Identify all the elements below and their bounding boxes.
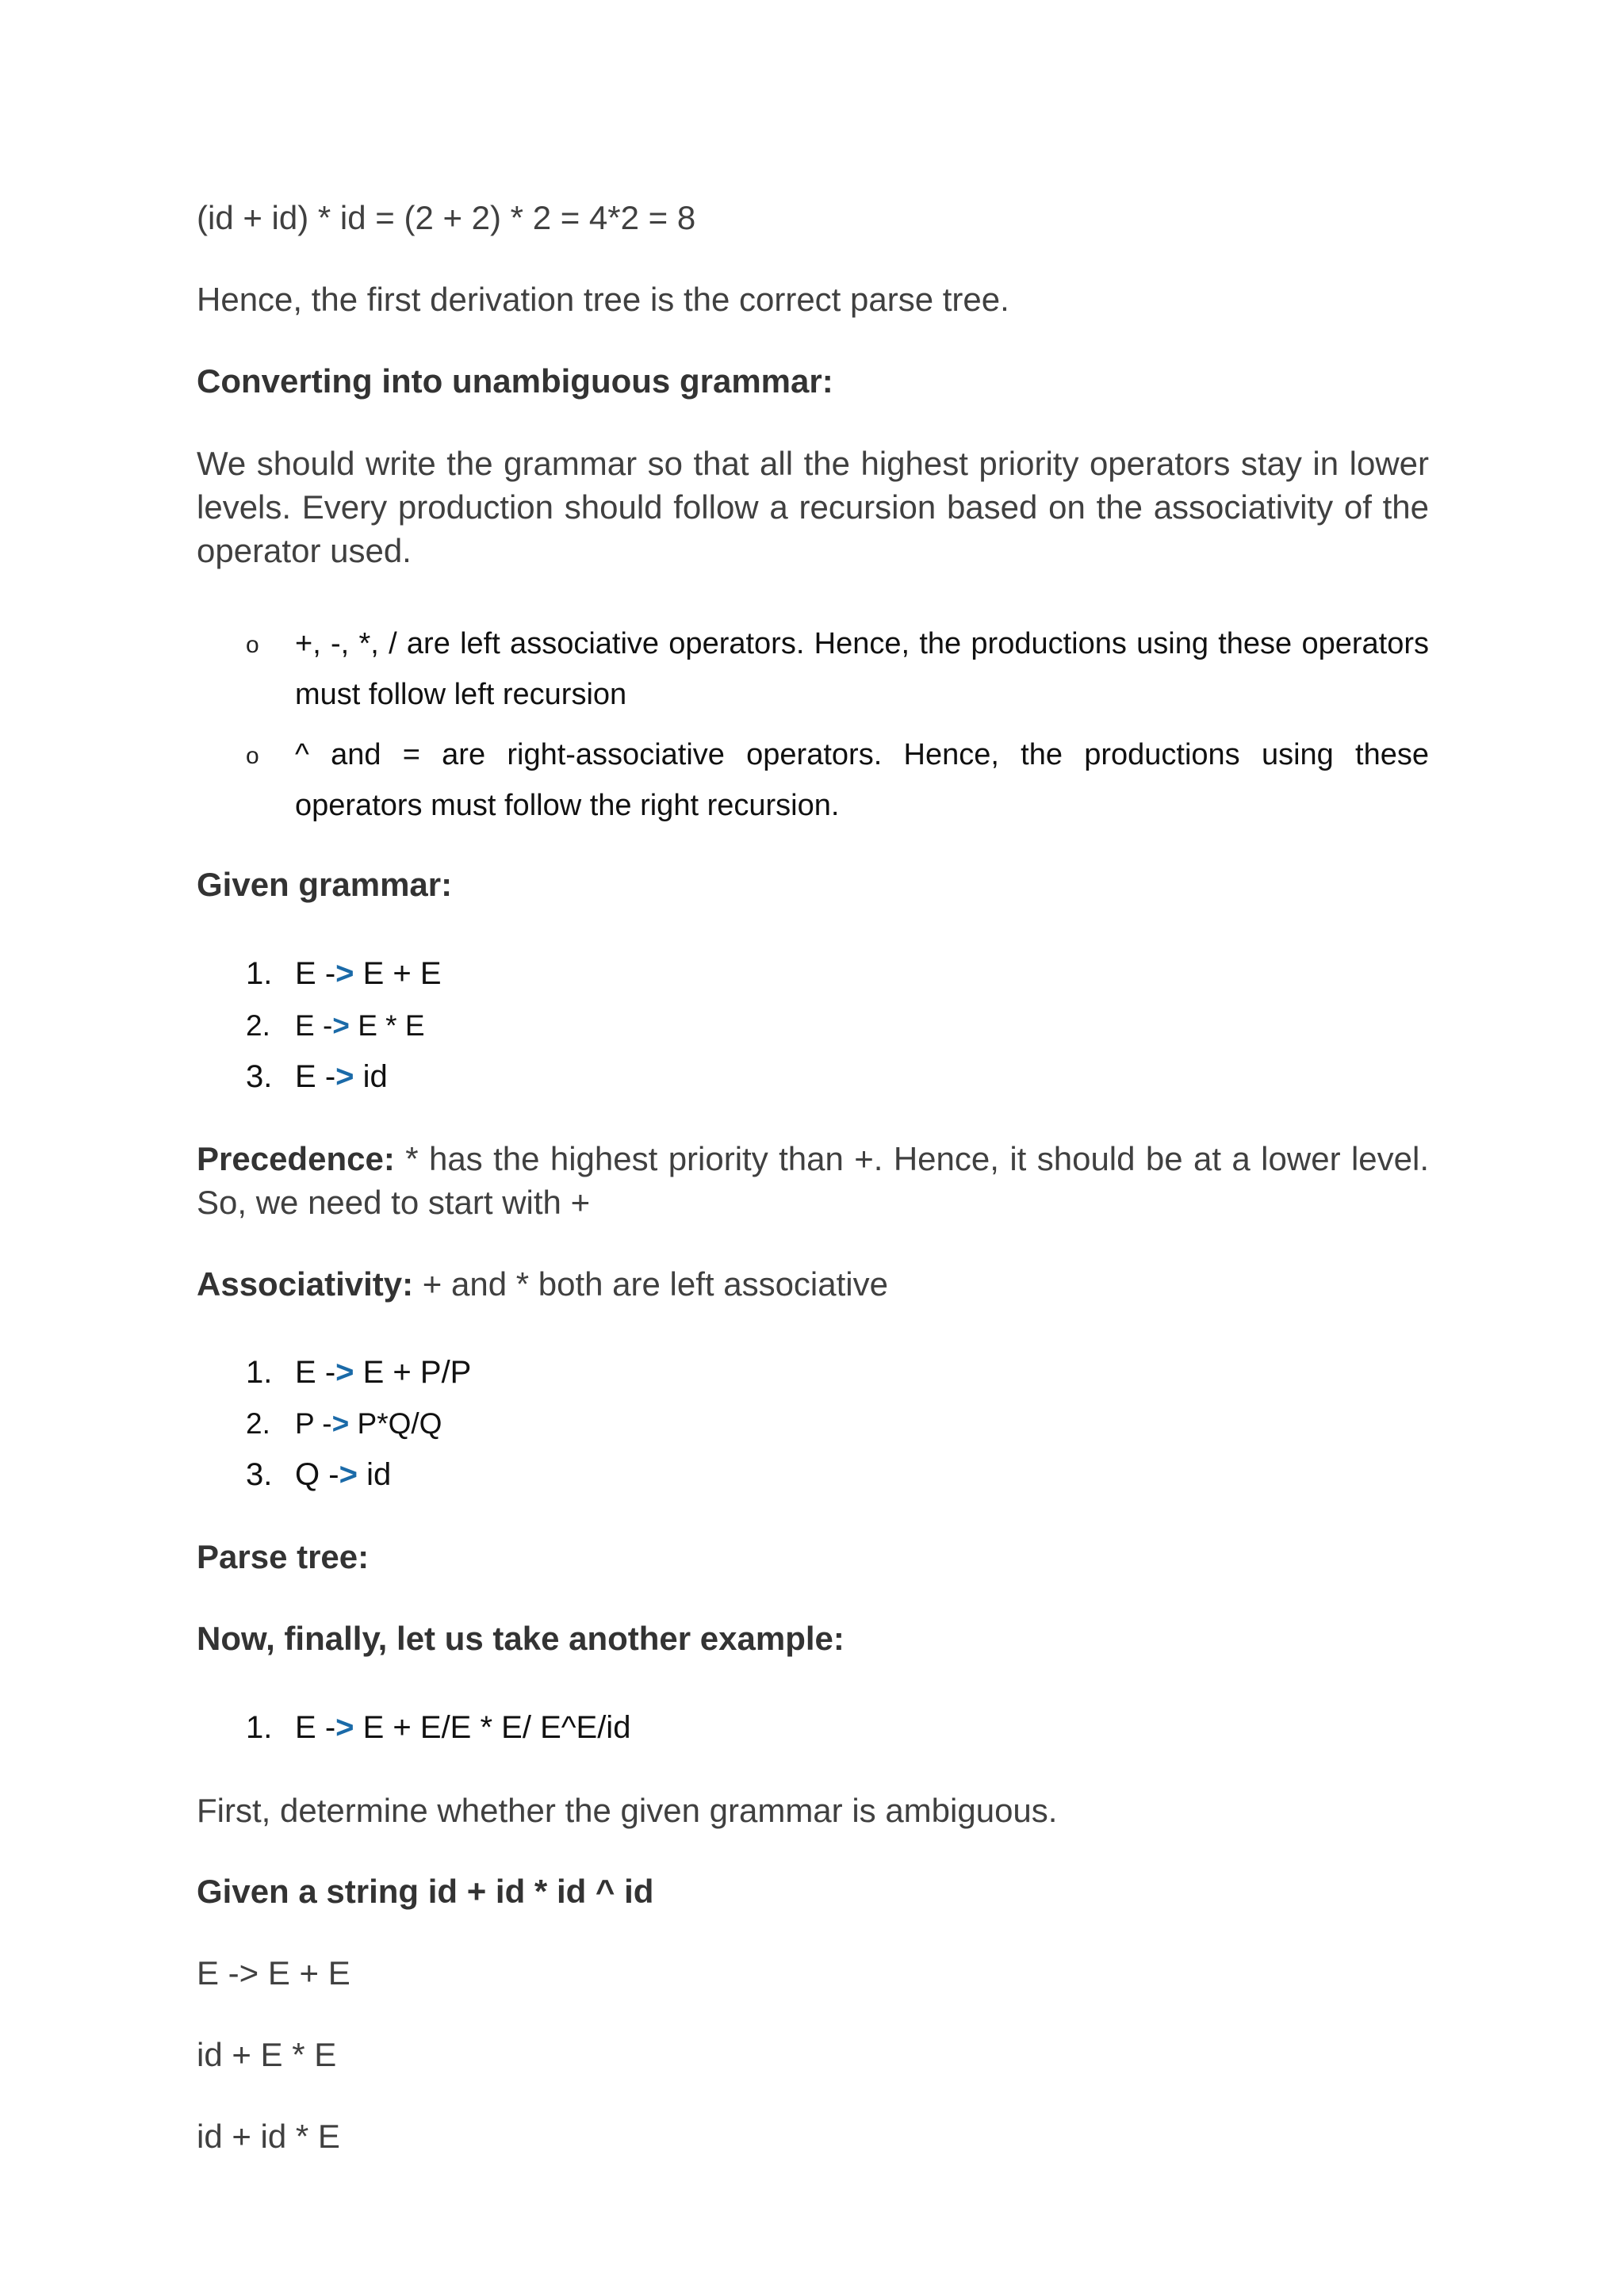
arrow-icon: > [331, 1407, 350, 1440]
rule-production: E -> id [295, 1059, 388, 1094]
section-heading-parse-tree: Parse tree: [197, 1538, 370, 1575]
section-heading-another-example: Now, finally, let us take another example: [197, 1620, 845, 1657]
rule-number: 1. [246, 956, 273, 991]
rule-number: 3. [246, 1457, 273, 1492]
derivation-step: E -> E + E [197, 1954, 350, 1992]
bullet-circle-icon: o [246, 743, 259, 769]
section-heading-converting: Converting into unambiguous grammar: [197, 362, 833, 400]
bullet-item [197, 618, 1429, 720]
precedence-label: Precedence: [197, 1140, 395, 1177]
arrow-icon: > [339, 1457, 358, 1492]
arrow-icon: > [335, 1710, 354, 1745]
bullet-item [197, 729, 1429, 831]
paragraph-precedence [197, 1137, 1429, 1224]
bullet-text: +, -, *, / are left associative operators. Hence, the productions using these operators must follow left recursion [295, 627, 1429, 711]
arrow-icon: > [332, 1009, 350, 1042]
section-heading-given-grammar: Given grammar: [197, 866, 453, 903]
rule-number: 1. [246, 1355, 273, 1390]
conclusion-line: Hence, the first derivation tree is the correct parse tree. [197, 281, 1009, 318]
arrow-icon: > [335, 956, 354, 991]
rule-number: 3. [246, 1059, 273, 1094]
rule-production: E -> E * E [295, 1009, 425, 1042]
precedence-text: * has the highest priority than +. Hence, it should be at a lower level. So, we need to start with + [197, 1140, 1429, 1221]
determine-ambiguity-line: First, determine whether the given grammar is ambiguous. [197, 1792, 1058, 1829]
rule-production: E -> E + E [295, 956, 442, 991]
associativity-label: Associativity: [197, 1265, 414, 1303]
paragraph-write-grammar: We should write the grammar so that all the highest priority operators stay in lower levels. Every production should follow a recursion based on the associativity of the operator used. [197, 445, 1429, 569]
bullet-text: ^ and = are right-associative operators. Hence, the productions using these operators must follow the right recursion. [295, 738, 1429, 822]
section-heading-given-string: Given a string id + id * id ^ id [197, 1873, 654, 1910]
paragraph-associativity [197, 1262, 1429, 1306]
associativity-text: + and * both are left associative [413, 1265, 888, 1303]
arrow-icon: > [335, 1059, 354, 1094]
rule-production: E -> E + P/P [295, 1355, 472, 1390]
arrow-icon: > [335, 1355, 354, 1390]
rule-number: 2. [246, 1009, 270, 1042]
derivation-step: id + id * E [197, 2118, 340, 2155]
evaluation-line: (id + id) * id = (2 + 2) * 2 = 4*2 = 8 [197, 199, 696, 236]
rule-production: Q -> id [295, 1457, 392, 1492]
rule-production: P -> P*Q/Q [295, 1407, 442, 1440]
rule-number: 1. [246, 1710, 273, 1745]
bullet-circle-icon: o [246, 632, 259, 658]
derivation-step: id + E * E [197, 2036, 337, 2073]
rule-production: E -> E + E/E * E/ E^E/id [295, 1710, 631, 1745]
rule-number: 2. [246, 1407, 270, 1440]
